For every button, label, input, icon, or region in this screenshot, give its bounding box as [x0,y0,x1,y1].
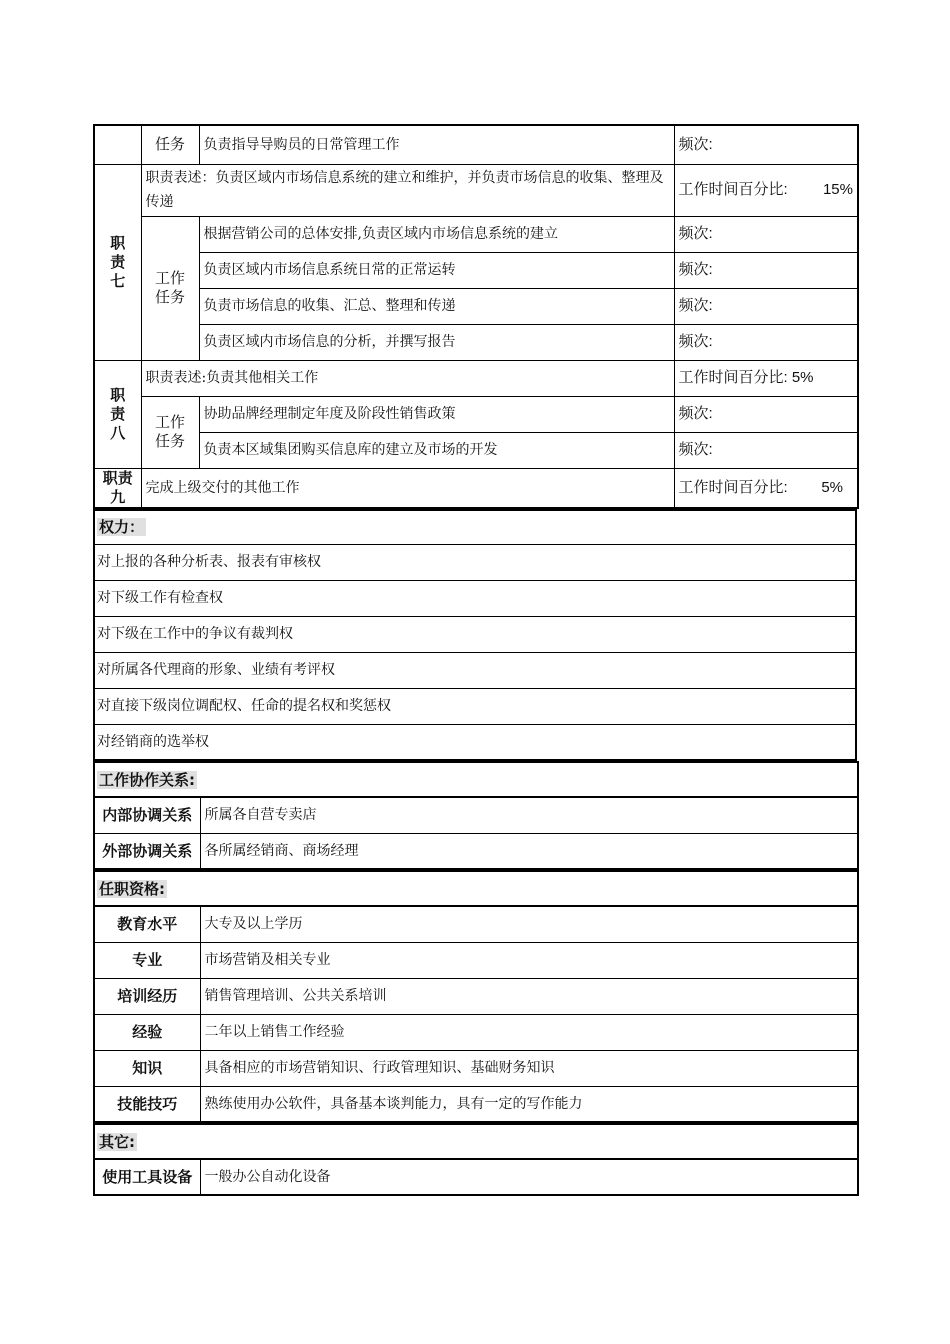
qualification-value: 大专及以上学历 [200,906,858,942]
duty7-title [94,164,141,360]
relation-row [94,833,858,869]
power-item [94,580,856,616]
qualification-row [94,942,858,978]
power-item-text: 对直接下级岗位调配权、任命的提名权和奖惩权 [94,688,856,724]
duty8-pct: 工作时间百分比: 5% [674,360,858,396]
duty9-pct-label: 工作时间百分比: [678,478,788,496]
duty8-task-row [94,396,858,432]
duty9-title [94,468,141,508]
duty8-task-row [94,432,858,468]
duty9-pct-value: 5% [821,478,843,496]
relation-value: 所属各自营专卖店 [200,797,858,833]
duty6-task-text: 负责指导导购员的日常管理工作 [199,125,674,164]
powers-heading-text: 权力： [99,518,145,537]
relation-label: 内部协调关系 [94,797,200,833]
qualifications-table [93,870,859,1123]
duty7-task-label-text: 工作 任务 [154,269,185,306]
duty9-desc: 完成上级交付的其他工作 [141,468,674,508]
relation-row [94,797,858,833]
duty8-task-1-freq: 频次: [674,396,858,432]
power-item [94,652,856,688]
duty8-task-2-freq: 频次: [674,432,858,468]
duty9-pct [674,468,858,508]
powers-heading [94,510,856,544]
duty7-task-1: 根据营销公司的总体安排,负责区域内市场信息系统的建立 [199,216,674,252]
duty6-task-freq: 频次: [674,125,858,164]
duty7-pct-value: 15% [822,181,853,198]
duty7-pct [674,164,858,216]
power-item [94,724,856,760]
other-table [93,1123,859,1196]
duty7-task-2-freq: 频次: [674,252,858,288]
duty7-task-label [141,216,199,360]
powers-table [93,509,857,761]
qualification-value: 熟练使用办公软件，具备基本谈判能力，具有一定的写作能力 [200,1086,858,1122]
duty8-desc-row [94,360,858,396]
duty9-row [94,468,858,508]
powers-heading-row [94,510,856,544]
other-row [94,1159,858,1195]
qualification-value: 销售管理培训、公共关系培训 [200,978,858,1014]
duty8-task-label-text: 工作 任务 [154,413,185,450]
duty7-task-1-freq: 频次: [674,216,858,252]
qualifications-heading-text: 任职资格: [99,879,165,898]
duty8-title [94,360,141,468]
qualification-row [94,906,858,942]
duty7-task-row [94,288,858,324]
duty7-task-row [94,324,858,360]
job-description-page [93,124,857,1196]
other-heading-text: 其它: [99,1132,135,1151]
power-item [94,616,856,652]
duty7-desc-row [94,164,858,216]
qualification-label: 经验 [94,1014,200,1050]
relations-table [93,761,859,870]
qualification-value: 具备相应的市场营销知识、行政管理知识、基础财务知识 [200,1050,858,1086]
qualification-label: 培训经历 [94,978,200,1014]
relations-heading-text: 工作协作关系: [99,770,195,789]
qualification-row [94,1014,858,1050]
qualification-value: 二年以上销售工作经验 [200,1014,858,1050]
other-heading-row [94,1124,858,1159]
qualification-label: 技能技巧 [94,1086,200,1122]
relations-heading-row [94,762,858,797]
duties-table [93,124,859,509]
duty6-title-cell [94,125,141,164]
duty9-title-text: 职责 九 [102,468,133,506]
duty8-task-2: 负责本区域集团购买信息库的建立及市场的开发 [199,432,674,468]
duty7-task-row [94,252,858,288]
duty7-task-4-freq: 频次: [674,324,858,360]
power-item-text: 对上报的各种分析表、报表有审核权 [94,544,856,580]
power-item-text: 对经销商的选举权 [94,724,856,760]
qualifications-heading [94,871,858,906]
duty8-task-label [141,396,199,468]
duty7-title-text: 职 责 七 [110,233,126,290]
duty7-task-row [94,216,858,252]
duty7-task-2: 负责区域内市场信息系统日常的正常运转 [199,252,674,288]
duty8-title-text: 职 责 八 [110,385,126,442]
power-item [94,544,856,580]
power-item-text: 对下级工作有检查权 [94,580,856,616]
relation-value: 各所属经销商、商场经理 [200,833,858,869]
duty7-pct-label: 工作时间百分比: [678,181,788,198]
power-item [94,688,856,724]
duty8-desc: 职责表述:负责其他相关工作 [141,360,674,396]
qualification-label: 专业 [94,942,200,978]
power-item-text: 对所属各代理商的形象、业绩有考评权 [94,652,856,688]
duty8-task-1: 协助品牌经理制定年度及阶段性销售政策 [199,396,674,432]
duty7-task-4: 负责区域内市场信息的分析，并撰写报告 [199,324,674,360]
other-heading [94,1124,858,1159]
other-label: 使用工具设备 [94,1159,200,1195]
duty7-desc: 职责表述：负责区域内市场信息系统的建立和维护，并负责市场信息的收集、整理及传递 [141,164,674,216]
qualification-row [94,978,858,1014]
other-value: 一般办公自动化设备 [200,1159,858,1195]
qualification-row [94,1086,858,1122]
qualification-label: 知识 [94,1050,200,1086]
qualification-row [94,1050,858,1086]
duty6-task-row [94,125,858,164]
duty7-task-3: 负责市场信息的收集、汇总、整理和传递 [199,288,674,324]
qualification-label: 教育水平 [94,906,200,942]
relations-heading [94,762,858,797]
qualification-value: 市场营销及相关专业 [200,942,858,978]
duty6-task-label: 任务 [141,125,199,164]
relation-label: 外部协调关系 [94,833,200,869]
power-item-text: 对下级在工作中的争议有裁判权 [94,616,856,652]
duty7-task-3-freq: 频次: [674,288,858,324]
qualifications-heading-row [94,871,858,906]
